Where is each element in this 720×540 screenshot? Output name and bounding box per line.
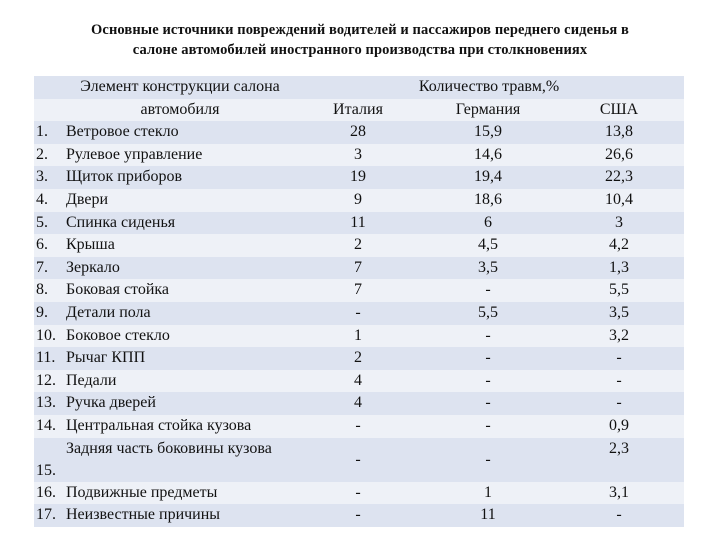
row-number: 13. — [34, 392, 66, 415]
table-row — [34, 279, 684, 302]
row-element-name: Педали — [66, 370, 294, 393]
header-italy: Италия — [294, 99, 422, 122]
row-number: 8. — [34, 279, 66, 302]
header-row-1 — [34, 76, 684, 99]
row-usa-value: 3,5 — [554, 302, 684, 325]
row-italy-value: - — [294, 504, 422, 527]
row-germany-value: 6 — [422, 212, 554, 235]
row-element-name: Боковая стойка — [66, 279, 294, 302]
header-row-2 — [34, 99, 684, 122]
row-element-name: Крыша — [66, 234, 294, 257]
row-element-name: Спинка сиденья — [66, 212, 294, 235]
row-italy-value: 7 — [294, 279, 422, 302]
row-usa-value: 3,1 — [554, 482, 684, 505]
row-italy-value: 11 — [294, 212, 422, 235]
row-germany-value: 4,5 — [422, 234, 554, 257]
row-usa-value: 1,3 — [554, 257, 684, 280]
row-element-name: Рулевое управление — [66, 144, 294, 167]
table-row — [34, 392, 684, 415]
row-italy-value: 9 — [294, 189, 422, 212]
title-line-1: Основные источники повреждений водителей и пассажиров переднего сиденья в — [91, 22, 629, 38]
table-row — [34, 302, 684, 325]
table-row — [34, 370, 684, 393]
row-element-name: Рычаг КПП — [66, 347, 294, 370]
row-italy-value: 19 — [294, 166, 422, 189]
row-element-name: Ветровое стекло — [66, 121, 294, 144]
header-num-cell — [34, 76, 66, 99]
row-germany-value: 11 — [422, 504, 554, 527]
table-row — [34, 144, 684, 167]
row-number: 9. — [34, 302, 66, 325]
row-italy-value: - — [294, 302, 422, 325]
row-element-name: Неизвестные причины — [66, 504, 294, 527]
row-italy-value: 3 — [294, 144, 422, 167]
table-row — [34, 438, 684, 482]
row-element-name: Задняя часть боковины кузова — [66, 438, 294, 482]
row-germany-value: - — [422, 392, 554, 415]
row-number: 11. — [34, 347, 66, 370]
row-germany-value: 15,9 — [422, 121, 554, 144]
row-usa-value: - — [554, 392, 684, 415]
row-italy-value: 4 — [294, 392, 422, 415]
table-row — [34, 234, 684, 257]
row-usa-value: 22,3 — [554, 166, 684, 189]
row-number: 6. — [34, 234, 66, 257]
row-number: 1. — [34, 121, 66, 144]
table-row — [34, 325, 684, 348]
row-italy-value: 28 — [294, 121, 422, 144]
row-usa-value: - — [554, 504, 684, 527]
row-germany-value: - — [422, 347, 554, 370]
row-element-name: Боковое стекло — [66, 325, 294, 348]
row-number: 2. — [34, 144, 66, 167]
row-germany-value: - — [422, 370, 554, 393]
table-row — [34, 257, 684, 280]
row-germany-value: 1 — [422, 482, 554, 505]
table-row — [34, 482, 684, 505]
title-line-2: салоне автомобилей иностранного производства при столкновениях — [132, 42, 588, 58]
row-germany-value: 19,4 — [422, 166, 554, 189]
row-usa-value: 4,2 — [554, 234, 684, 257]
table-row — [34, 121, 684, 144]
row-italy-value: 2 — [294, 234, 422, 257]
row-italy-value: - — [294, 482, 422, 505]
header-element-line1: Элемент конструкции салона — [66, 76, 294, 99]
table-row — [34, 166, 684, 189]
row-italy-value: 2 — [294, 347, 422, 370]
row-number: 5. — [34, 212, 66, 235]
header-num-cell-2 — [34, 99, 66, 122]
row-element-name: Щиток приборов — [66, 166, 294, 189]
header-germany: Германия — [422, 99, 554, 122]
row-germany-value: 18,6 — [422, 189, 554, 212]
row-usa-value: 0,9 — [554, 415, 684, 438]
header-element-line2: автомобиля — [66, 99, 294, 122]
row-element-name: Ручка дверей — [66, 392, 294, 415]
row-italy-value: 1 — [294, 325, 422, 348]
row-usa-value: 3,2 — [554, 325, 684, 348]
row-italy-value: 7 — [294, 257, 422, 280]
row-italy-value: - — [294, 438, 422, 482]
row-germany-value: 3,5 — [422, 257, 554, 280]
row-germany-value: - — [422, 415, 554, 438]
table-row — [34, 504, 684, 527]
row-italy-value: - — [294, 415, 422, 438]
row-element-name: Центральная стойка кузова — [66, 415, 294, 438]
row-element-name: Зеркало — [66, 257, 294, 280]
row-number: 15. — [34, 438, 66, 482]
table-row — [34, 189, 684, 212]
row-number: 14. — [34, 415, 66, 438]
row-number: 4. — [34, 189, 66, 212]
header-usa: США — [554, 99, 684, 122]
row-number: 7. — [34, 257, 66, 280]
row-number: 16. — [34, 482, 66, 505]
table-row — [34, 415, 684, 438]
row-italy-value: 4 — [294, 370, 422, 393]
header-group: Количество травм,% — [294, 76, 684, 99]
row-element-name: Подвижные предметы — [66, 482, 294, 505]
row-usa-value: 3 — [554, 212, 684, 235]
row-element-name: Двери — [66, 189, 294, 212]
row-germany-value: 14,6 — [422, 144, 554, 167]
row-germany-value: - — [422, 279, 554, 302]
row-germany-value: 5,5 — [422, 302, 554, 325]
row-germany-value: - — [422, 438, 554, 482]
row-number: 3. — [34, 166, 66, 189]
row-usa-value: 2,3 — [554, 438, 684, 482]
row-number: 10. — [34, 325, 66, 348]
row-germany-value: - — [422, 325, 554, 348]
table-row — [34, 347, 684, 370]
table-row — [34, 212, 684, 235]
row-usa-value: 5,5 — [554, 279, 684, 302]
row-element-name: Детали пола — [66, 302, 294, 325]
row-usa-value: 13,8 — [554, 121, 684, 144]
row-number: 12. — [34, 370, 66, 393]
injury-table — [34, 76, 684, 527]
document-title — [20, 20, 700, 60]
row-usa-value: 10,4 — [554, 189, 684, 212]
row-number: 17. — [34, 504, 66, 527]
row-usa-value: - — [554, 347, 684, 370]
row-usa-value: - — [554, 370, 684, 393]
row-usa-value: 26,6 — [554, 144, 684, 167]
